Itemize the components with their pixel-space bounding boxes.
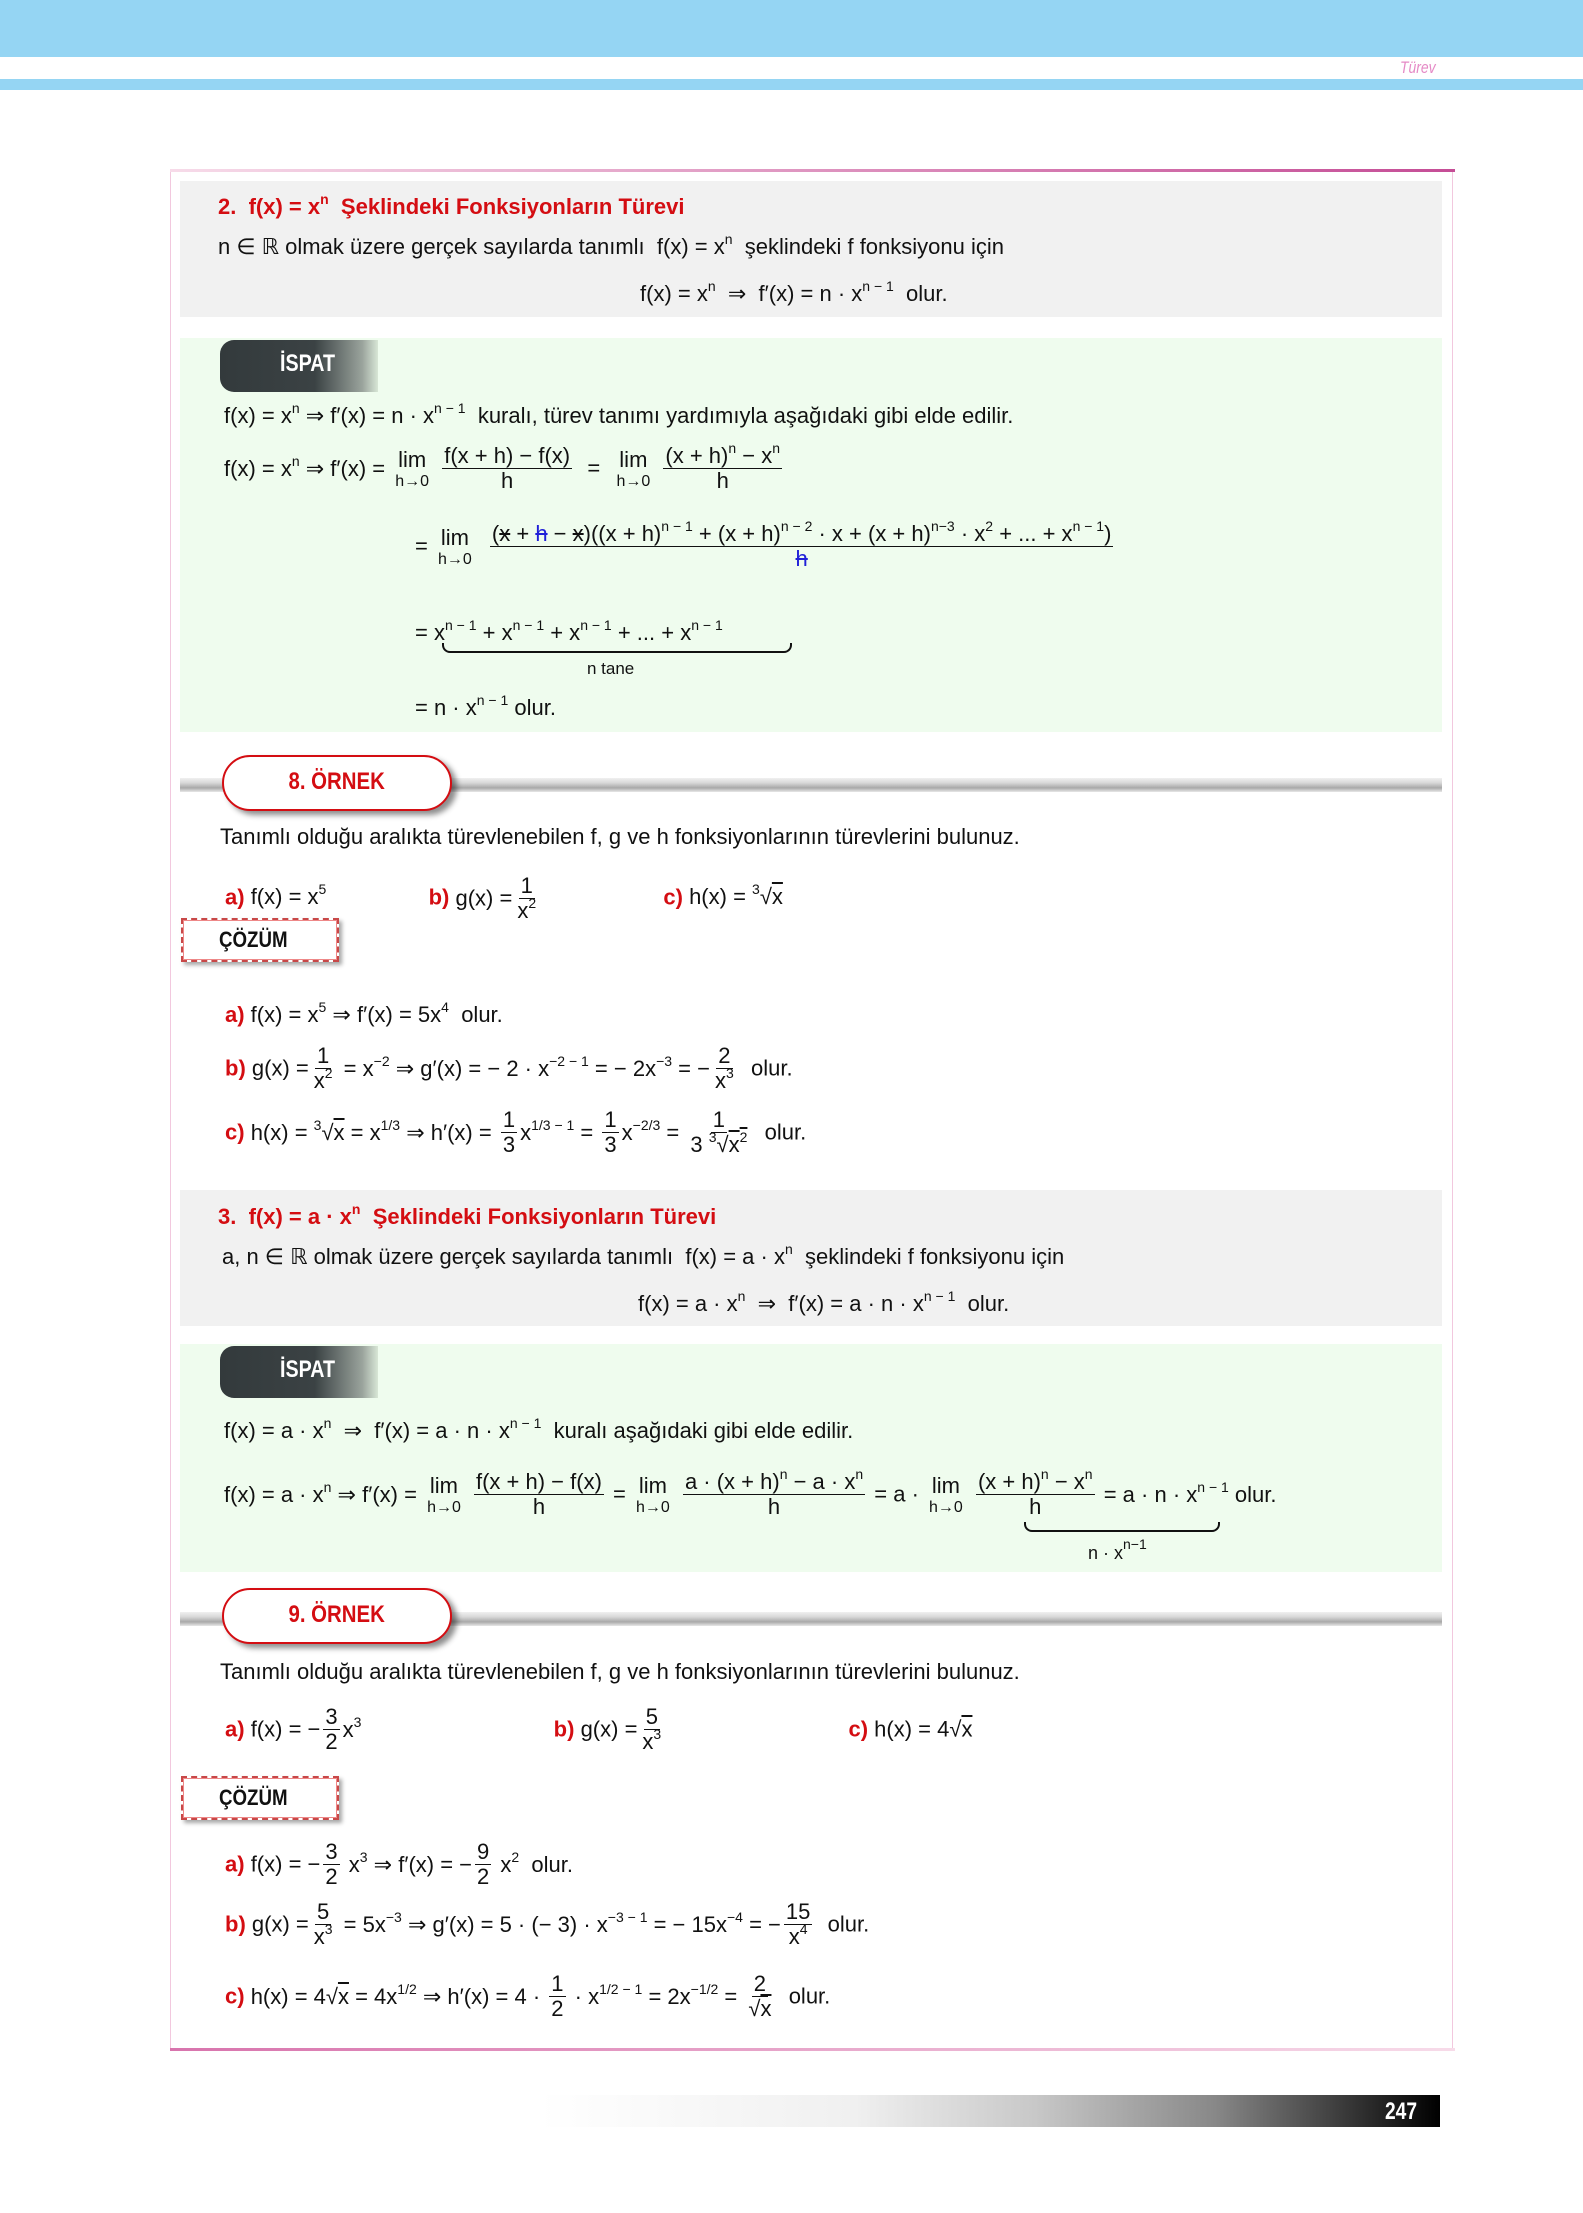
chapter-title: Türev [1400,58,1436,77]
underbrace [1024,1522,1220,1532]
example9-label: 9. ÖRNEK [222,1588,452,1644]
section-title-text: Şeklindeki Fonksiyonların Türevi [372,1204,717,1229]
rule-suffix: olur. [906,281,948,306]
example9-question: Tanımlı olduğu aralıkta türevlenebilen f, g ve h fonksiyonlarının türevlerini bulunuz. [220,1659,1020,1684]
example8-solution-a: a) $f(x) = x^5$ ⇒ $f'(x) = 5x^4$ olur. [225,999,503,1027]
section2-intro: n ∈ ℝ olmak üzere gerçek sayılarda tanımlı $f(x) = x^n$ şeklindeki f fonksiyonu için [218,231,1004,259]
header-band-lower [0,79,1583,90]
intro-text: a, n ∈ ℝ olmak üzere gerçek sayılarda tanımlı [222,1244,674,1269]
intro-text-post: şeklindeki f fonksiyonu için [744,234,1004,259]
proof-text: kuralı, türev tanımı yardımıyla aşağıdaki gibi elde edilir. [477,403,1014,428]
underbrace [442,643,792,653]
example9-solution-b: b) g(x) = $\frac{5}{x^3}$ = $5x^{-3}$ ⇒ g′(x) = 5 · (− $3) \cdot x^{-3 - 1}$ = − $15x^{-4}$ = − $\frac{15}{x^4}$ olur. [225,1899,870,1949]
header-gap [0,57,1583,79]
proof2-line2: $f(x) = a \cdot x^n$ ⇒ f′(x) = lim h→0 $\frac{f(x + h) - f(x)}{h}$ = lim h→0 $\frac{a \cdot (x + h)^n - a \cdot x^n}{h}$ = a · lim h→0 $\frac{(x + h)^n - x^n}{h}$ = $a \cdot n \cdot x^{n - 1}$ olur. [224,1466,1277,1519]
example8-solution-b: b) g(x) = $\frac{1}{x^2}$ = $x^{-2}$ ⇒ g′(x) = − $2 \cdot x^{-2 - 1}$ = − $2x^{-3}$ = − $\frac{2}{x^3}$ olur. [225,1043,793,1093]
example9-solution-a: a) f(x) = − $\frac{3}{2}$ $x^3$ ⇒ f′(x) = − $\frac{9}{2}$ $x^2$ olur. [225,1839,573,1889]
header-band [0,0,1583,57]
page-number: 247 [1385,2098,1418,2125]
section-number: 2. [218,194,237,219]
section-number: 3. [218,1204,237,1229]
proof2-label: İSPAT [220,1346,378,1398]
section2-rule: $f(x) = x^n$ ⇒ $f'(x) = n \cdot x^{n - 1}$ olur. [640,278,948,306]
proof1-line3: = lim h→0 $(x + h - x)((x + h)^{n - 1} + (x + h)^{n - 2} \cdot x + (x + h)^{n-3} \cdot x^2$ + ... + $x^{n - 1}$) h [415,518,1112,571]
proof2-line1: $f(x) = a \cdot x^n$ ⇒ $f'(x) = a \cdot n \cdot x^{n - 1}$ kuralı aşağıdaki gibi elde edilir. [224,1415,854,1443]
section2-title: 2. $f(x) = x^n$ Şeklindeki Fonksiyonların Türevi [218,191,685,219]
example8-solution-label: ÇÖZÜM [181,918,339,962]
section-title-text: Şeklindeki Fonksiyonların Türevi [340,194,685,219]
intro-text: n ∈ ℝ olmak üzere gerçek sayılarda tanımlı [218,234,645,259]
example8-label: 8. ÖRNEK [222,755,452,811]
section3-title: 3. $f(x) = a \cdot x^n$ Şeklindeki Fonksiyonların Türevi [218,1201,717,1229]
proof1-line4: = $x^{n - 1} + x^{n - 1} + x^{n - 1}$ + ... + $x^{n - 1}$ [415,617,723,645]
example9-items: a) f(x) = − $\frac{3}{2}$ $x^3$ b) g(x) = $\frac{5}{x^3}$ c) h(x) = 4√x [225,1704,973,1754]
footer-bar [540,2095,1440,2127]
section3-rule: $f(x) = a \cdot x^n$ ⇒ $f'(x) = a \cdot n \cdot x^{n - 1}$ olur. [638,1288,1010,1316]
proof1-label: İSPAT [220,340,378,392]
brace-label: $n \cdot x^{n-1}$ [1088,1536,1147,1563]
proof1-line5: = $n \cdot x^{n - 1}$ olur. [415,692,556,720]
proof1-line2: $f(x) = x^n$ ⇒ f′(x) = lim h→0 $\frac{f(x + h) - f(x)}{h}$ = lim h→0 $\frac{(x + h)^n - x^n}{h}$ [224,440,781,493]
rule-suffix: olur. [967,1291,1010,1316]
example8-items: a) $f(x) = x^5$ b) g(x) = $\frac{1}{x^2}$ c) h(x) = $^3$√x [225,873,783,923]
proof1-line1: $f(x) = x^n$ ⇒ $f'(x) = n \cdot x^{n - 1}$ kuralı, türev tanımı yardımıyla aşağıdaki gibi elde edilir. [224,400,1014,428]
example8-question: Tanımlı olduğu aralıkta türevlenebilen f, g ve h fonksiyonlarının türevlerini bulunuz. [220,824,1020,849]
section3-intro: a, n ∈ ℝ olmak üzere gerçek sayılarda tanımlı $f(x) = a \cdot x^n$ şeklindeki f fonksiyonu için [222,1241,1065,1269]
example9-solution-label: ÇÖZÜM [181,1776,339,1820]
example8-solution-c: c) $h(x) = ^3√x = x^{1/3}$ ⇒ h′(x) = $\frac{1}{3}$ $x^{1/3 - 1}$ = $\frac{1}{3}$ $x^{-2/3}$ = $\frac{1}{3 ^3√x^2}$ olur. [225,1107,807,1157]
example9-solution-c: c) $h(x) = 4√x = 4x^{1/2}$ ⇒ h′(x) = 4 · $\frac{1}{2}$ · $x^{1/2 - 1} = 2x^{-1/2}$ = $\frac{2}{√x}$ olur. [225,1971,831,2021]
intro-text-post: şeklindeki f fonksiyonu için [805,1244,1065,1269]
brace-label: n tane [587,659,635,678]
proof-text: kuralı aşağıdaki gibi elde edilir. [553,1418,854,1443]
